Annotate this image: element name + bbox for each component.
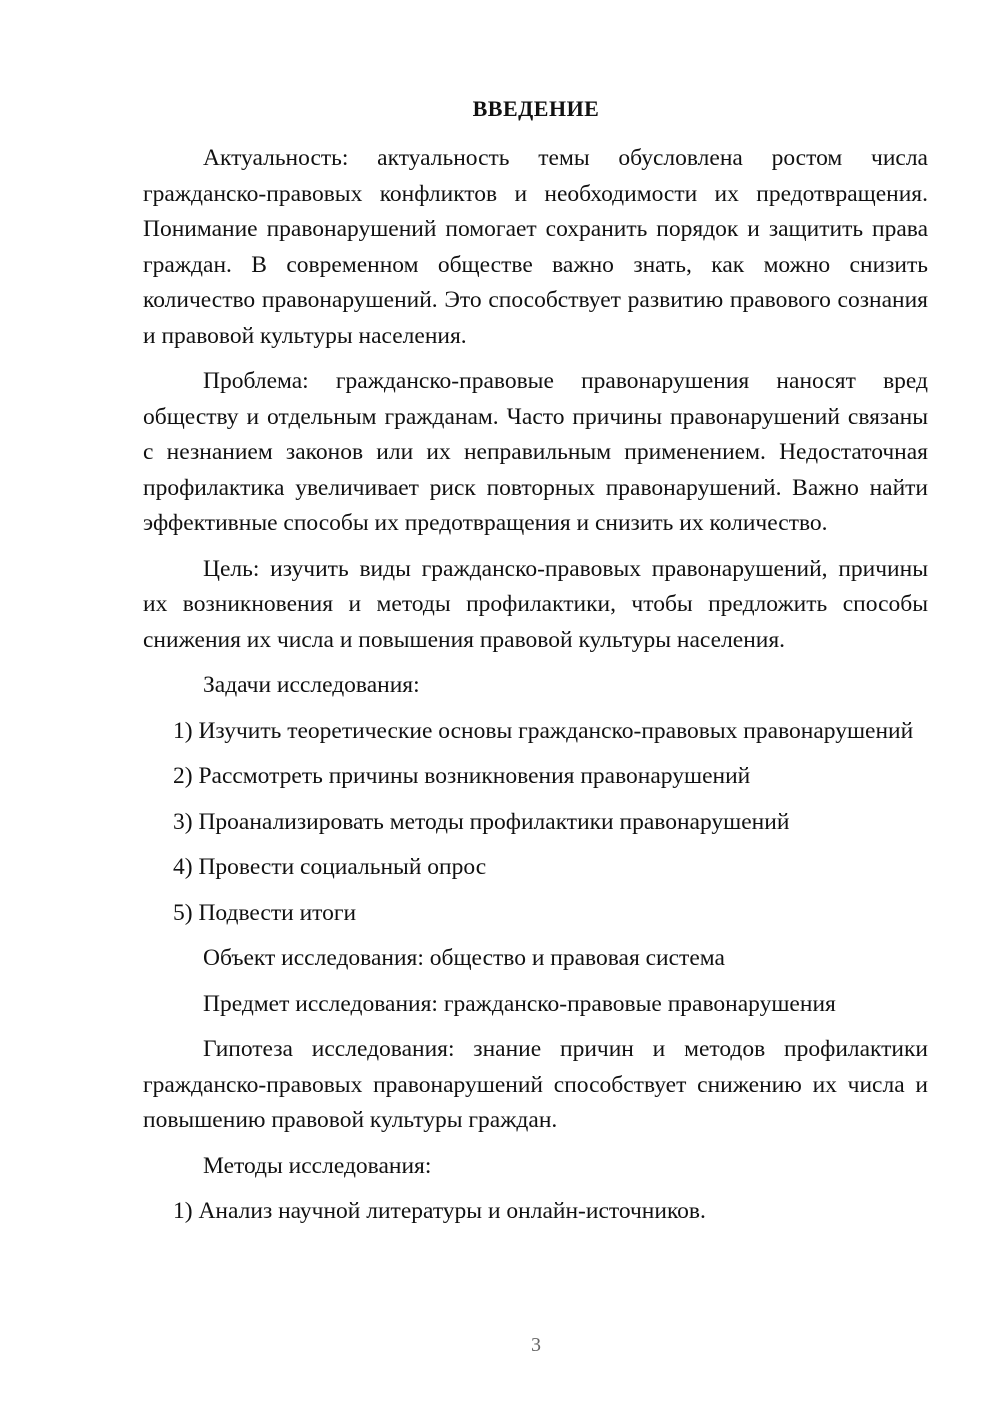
task-item: 5) Подвести итоги: [173, 899, 357, 926]
method-item: 1) Анализ научной литературы и онлайн-источников.: [173, 1198, 706, 1224]
page-number: 3: [531, 1334, 541, 1356]
tasks-heading: Задачи исследования:: [203, 672, 420, 698]
research-object: Объект исследования: общество и правовая система: [203, 945, 725, 971]
task-item: 1) Изучить теоретические основы гражданско-правовых правонарушений: [173, 717, 914, 744]
document-body: [143, 141, 928, 1240]
task-item: 4) Провести социальный опрос: [173, 854, 487, 880]
problem-paragraph: Проблема: гражданско-правовые правонарушения наносят вред обществу и отдельным гражданам. Часто причины правонарушений связаны с незнанием законов или их неправильным применением. Недостаточная профилактика увеличивает риск повторных правонарушений. Важно найти эффективные способы их предотвращения и снизить их количество.: [143, 368, 928, 536]
task-item: 3) Проанализировать методы профилактики правонарушений: [173, 808, 790, 835]
section-title: ВВЕДЕНИЕ: [472, 96, 600, 121]
relevance-paragraph: Актуальность: актуальность темы обусловлена ростом числа гражданско-правовых конфликтов и необходимости их предотвращения. Понимание правонарушений помогает сохранить порядок и защитить права граждан. В современном обществе важно знать, как можно снизить количество правонарушений. Это способствует развитию правового сознания и правовой культуры населения.: [143, 145, 928, 349]
goal-paragraph: Цель: изучить виды гражданско-правовых правонарушений, причины их возникновения и методы профилактики, чтобы предложить способы снижения их числа и повышения правовой культуры населения.: [143, 555, 928, 653]
methods-heading: Методы исследования:: [203, 1152, 432, 1179]
task-item: 2) Рассмотреть причины возникновения правонарушений: [173, 763, 751, 789]
research-subject: Предмет исследования: гражданско-правовые правонарушения: [203, 990, 836, 1017]
hypothesis-paragraph: Гипотеза исследования: знание причин и методов профилактики гражданско-правовых правонарушений способствует снижению их числа и повышению правовой культуры граждан.: [143, 1036, 928, 1133]
